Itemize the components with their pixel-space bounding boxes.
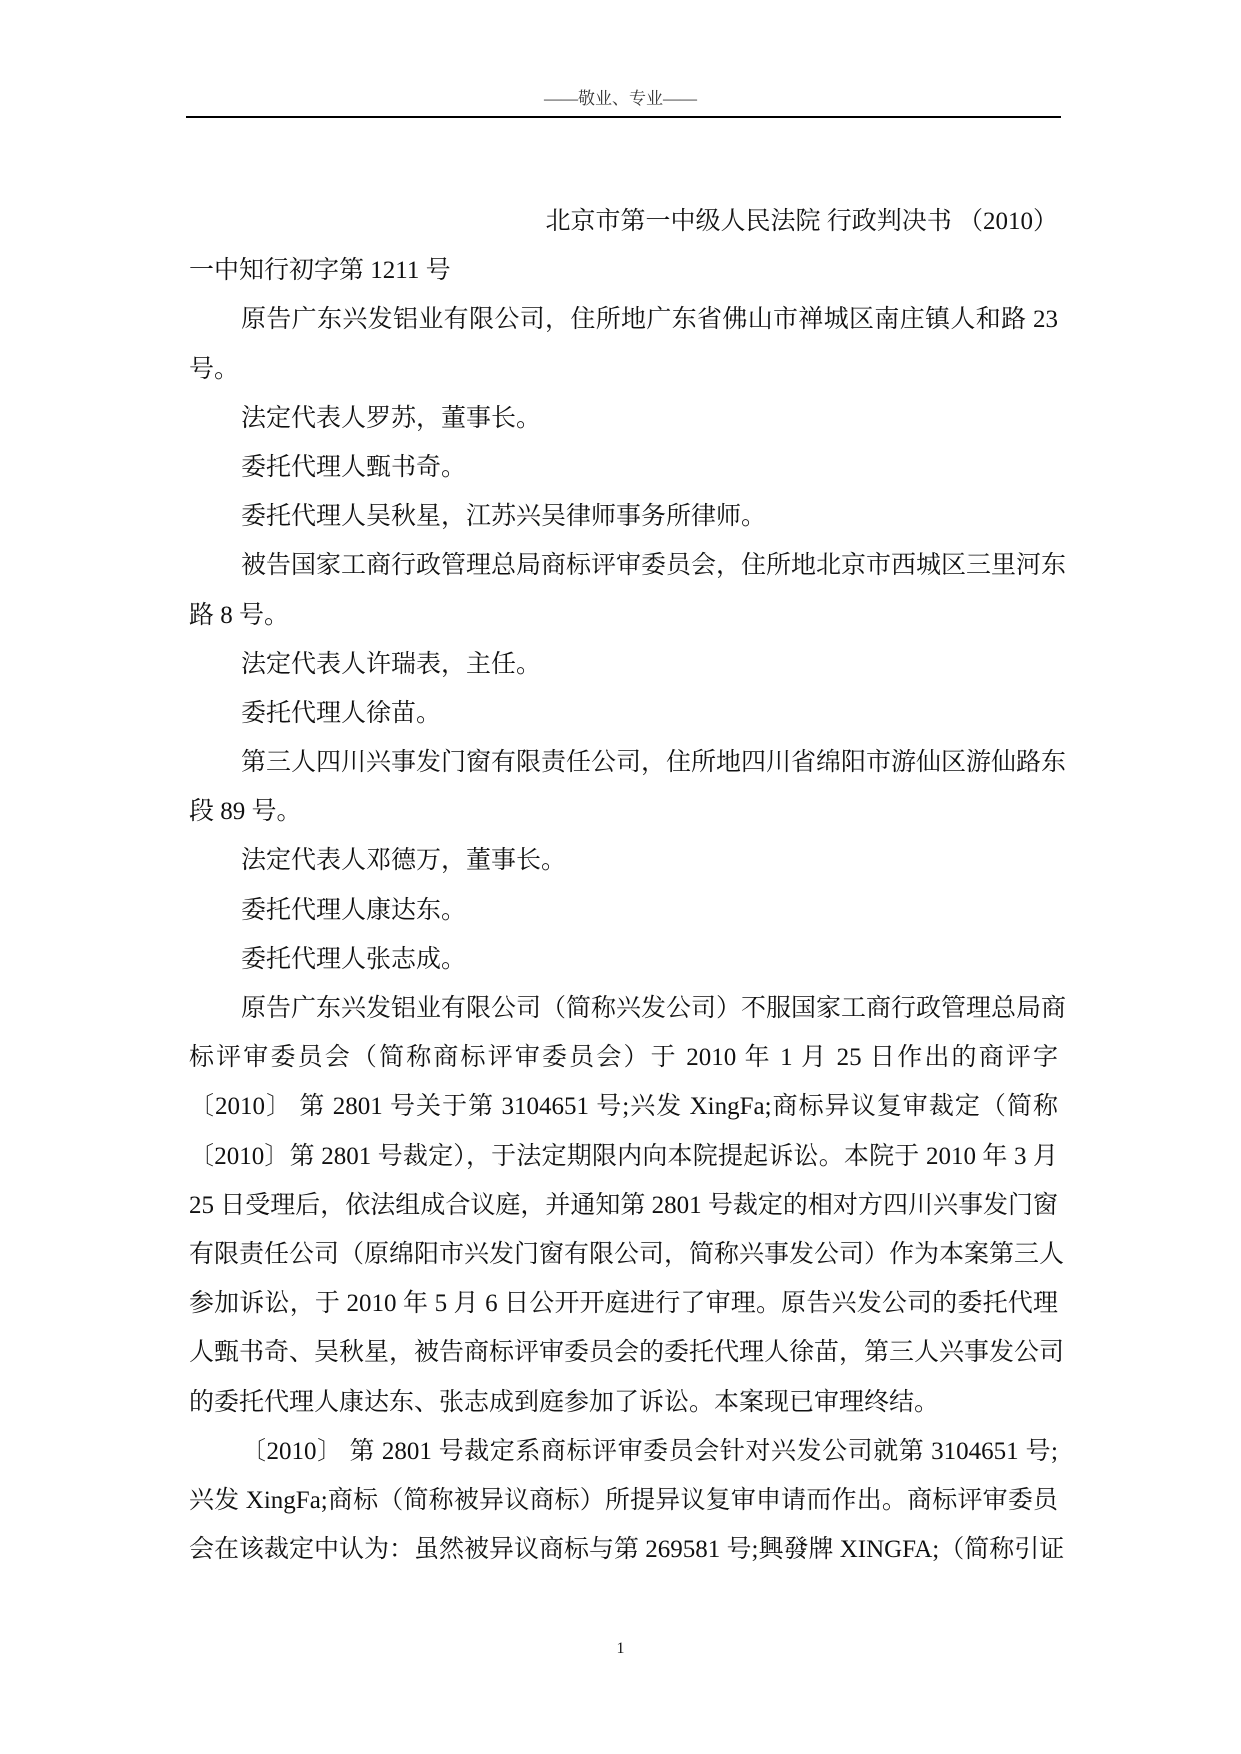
defendant-agent	[189, 689, 1058, 738]
header-divider	[186, 116, 1061, 118]
paragraph-line: 法定代表人罗苏，董事长。	[241, 404, 542, 432]
paragraph-line: 原告广东兴发铝业有限公司，住所地广东省佛山市禅城区南庄镇人和路 23	[241, 306, 1058, 334]
third-party-legal-representative	[189, 836, 1058, 885]
paragraph-line: 人甄书奇、吴秋星，被告商标评审委员会的委托代理人徐苗，第三人兴事发公司	[189, 1339, 1065, 1367]
case-background-paragraph	[189, 984, 1067, 1427]
page-header-motto: ——敬业、专业——	[544, 89, 697, 108]
paragraph-line: 兴发 XingFa;商标（简称被异议商标）所提异议复审申请而作出。商标评审委员	[189, 1486, 1058, 1514]
paragraph-line: 〔2010〕 第 2801 号关于第 3104651 号;兴发 XingFa;商标异议复审裁定（简称	[189, 1093, 1058, 1121]
defendant-paragraph	[189, 541, 1067, 639]
plaintiff-agent-1	[189, 443, 1058, 492]
paragraph-line: 会在该裁定中认为：虽然被异议商标与第 269581 号;興發牌 XINGFA;（简称引证	[189, 1536, 1065, 1564]
paragraph-line: 委托代理人甄书奇。	[241, 453, 467, 481]
paragraph-line: 委托代理人徐苗。	[241, 699, 442, 727]
paragraph-line: 原告广东兴发铝业有限公司（简称兴发公司）不服国家工商行政管理总局商	[241, 995, 1067, 1022]
paragraph-line: 法定代表人许瑞表，主任。	[241, 650, 542, 678]
paragraph-line: 第三人四川兴事发门窗有限责任公司，住所地四川省绵阳市游仙区游仙路东	[241, 749, 1067, 777]
plaintiff-paragraph	[189, 295, 1058, 393]
paragraph-line: 委托代理人康达东。	[241, 896, 467, 924]
paragraph-line: 标评审委员会（简称商标评审委员会）于 2010 年 1 月 25 日作出的商评字	[189, 1044, 1058, 1072]
ruling-summary-paragraph	[189, 1427, 1065, 1575]
paragraph-line: 委托代理人张志成。	[241, 945, 467, 973]
judgment-body	[189, 197, 1067, 1574]
case-number-line: 一中知行初字第 1211 号	[189, 257, 451, 285]
plaintiff-agent-2	[189, 492, 1058, 541]
paragraph-line: 委托代理人吴秋星，江苏兴吴律师事务所律师。	[241, 503, 767, 531]
third-party-agent-2	[189, 935, 1058, 984]
paragraph-line: 参加诉讼，于 2010 年 5 月 6 日公开开庭进行了审理。原告兴发公司的委托代理	[189, 1290, 1058, 1318]
paragraph-line: 路 8 号。	[189, 601, 290, 629]
third-party-agent-1	[189, 886, 1058, 935]
paragraph-line: 有限责任公司（原绵阳市兴发门窗有限公司，简称兴事发公司）作为本案第三人	[189, 1240, 1065, 1268]
paragraph-line: 〔2010〕第 2801 号裁定），于法定期限内向本院提起诉讼。本院于 2010 年 3 月	[189, 1142, 1058, 1170]
paragraph-line: 25 日受理后，依法组成合议庭，并通知第 2801 号裁定的相对方四川兴事发门窗	[189, 1191, 1058, 1219]
paragraph-line: 号。	[189, 355, 240, 383]
paragraph-line: 〔2010〕 第 2801 号裁定系商标评审委员会针对兴发公司就第 3104651 号;	[241, 1437, 1058, 1465]
court-title-line: 北京市第一中级人民法院 行政判决书 （2010）	[545, 208, 1058, 235]
defendant-legal-representative	[189, 640, 1058, 689]
paragraph-line: 法定代表人邓德万，董事长。	[241, 847, 567, 875]
judgment-title-paragraph	[189, 197, 1058, 295]
third-party-paragraph	[189, 738, 1067, 836]
paragraph-line: 被告国家工商行政管理总局商标评审委员会，住所地北京市西城区三里河东	[241, 552, 1067, 580]
plaintiff-legal-representative	[189, 394, 1058, 443]
page-number: 1	[616, 1640, 625, 1657]
paragraph-line: 的委托代理人康达东、张志成到庭参加了诉讼。本案现已审理终结。	[189, 1388, 940, 1416]
paragraph-line: 段 89 号。	[189, 798, 302, 826]
